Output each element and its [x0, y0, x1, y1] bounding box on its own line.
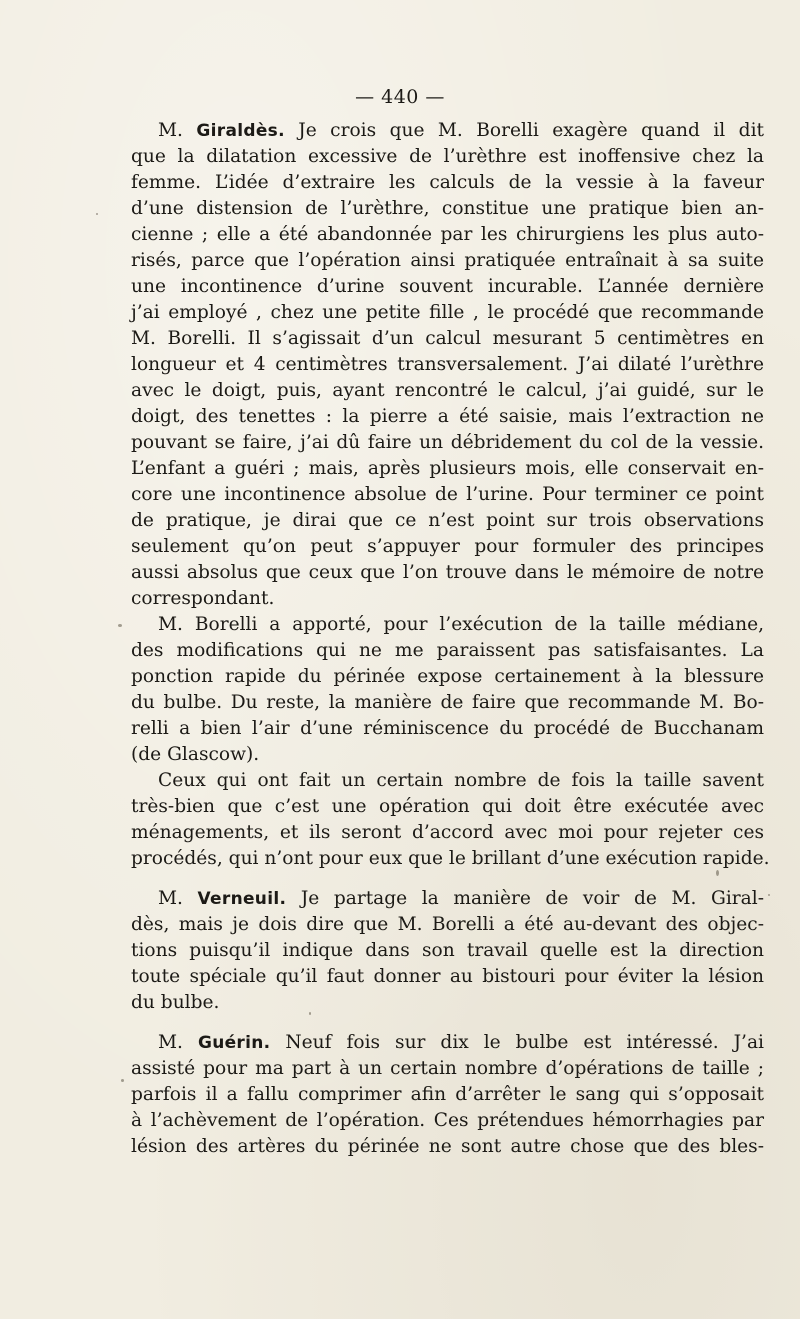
text-line: M. Borelli. Il s’agissait d’un calcul mesurant 5 centimètres en	[131, 328, 764, 349]
text-line: que la dilatation excessive de l’urèthre est inoffensive chez la	[131, 146, 764, 167]
speaker-name: Verneuil.	[197, 889, 287, 909]
text-line	[131, 886, 764, 912]
statement-verneuil	[131, 886, 764, 1016]
line-text: Neuf fois sur dix le bulbe est intéressé. J’ai	[285, 1032, 764, 1053]
text-line: lésion des artères du périnée ne sont autre chose que des bles-	[131, 1136, 764, 1157]
text-line: avec le doigt, puis, ayant rencontré le calcul, j’ai guidé, sur le	[131, 380, 764, 401]
text-line: femme. L’idée d’extraire les calculs de la vessie à la faveur	[131, 172, 764, 193]
text-line	[131, 118, 764, 144]
text-line: correspondant.	[131, 588, 275, 609]
speaker-prefix: M.	[158, 120, 183, 141]
text-line: une incontinence d’urine souvent incurable. L’année dernière	[131, 276, 764, 297]
text-line: ponction rapide du périnée expose certainement à la blessure	[131, 666, 764, 687]
text-line: j’ai employé , chez une petite fille , le procédé que recommande	[131, 302, 764, 323]
speaker-prefix: M.	[158, 1032, 183, 1053]
page-number: — 440 —	[355, 86, 445, 108]
scan-speck	[121, 1079, 124, 1082]
section-gap	[131, 872, 764, 886]
text-line: procédés, qui n’ont pour eux que le brillant d’une exécution rapide.	[131, 848, 770, 869]
text-line: d’une distension de l’urèthre, constitue une pratique bien an-	[131, 198, 764, 219]
text-line: (de Glascow).	[131, 744, 260, 765]
text-line: très-bien que c’est une opération qui doit être exécutée avec	[131, 796, 764, 817]
scan-speck	[96, 213, 98, 215]
text-line: de pratique, je dirai que ce n’est point sur trois observations	[131, 510, 764, 531]
speaker-name: Guérin.	[197, 1033, 271, 1053]
text-line: ménagements, et ils seront d’accord avec moi pour rejeter ces	[131, 822, 764, 843]
text-line: seulement qu’on peut s’appuyer pour formuler des principes	[131, 536, 764, 557]
text-line: Ceux qui ont fait un certain nombre de fois la taille savent	[158, 770, 764, 791]
text-line: risés, parce que l’opération ainsi pratiquée entraînait à sa suite	[131, 250, 764, 271]
text-line: du bulbe. Du reste, la manière de faire que recommande M. Bo-	[131, 692, 764, 713]
text-line: toute spéciale qu’il faut donner au bistouri pour éviter la lésion	[131, 966, 764, 987]
text-line: M. Borelli a apporté, pour l’exécution de la taille médiane,	[158, 614, 764, 635]
line-text: Je crois que M. Borelli exagère quand il dit	[298, 120, 764, 141]
statement-giraldes	[131, 118, 770, 872]
scan-speck	[118, 624, 122, 627]
line-text: Je partage la manière de voir de M. Giral-	[300, 888, 764, 909]
text-line: dès, mais je dois dire que M. Borelli a été au-devant des objec-	[131, 914, 764, 935]
text-line: parfois il a fallu comprimer afin d’arrêter le sang qui s’opposait	[131, 1084, 764, 1105]
text-line: relli a bien l’air d’une réminiscence du procédé de Bucchanam	[131, 718, 764, 739]
text-line: tions puisqu’il indique dans son travail quelle est la direction	[131, 940, 764, 961]
text-line: des modifications qui ne me paraissent pas satisfaisantes. La	[131, 640, 764, 661]
text-line: longueur et 4 centimètres transversalement. J’ai dilaté l’urèthre	[131, 354, 764, 375]
statement-guerin	[131, 1030, 764, 1160]
text-line: du bulbe.	[131, 992, 220, 1013]
scan-speck	[716, 870, 719, 876]
text-line: assisté pour ma part à un certain nombre d’opérations de taille ;	[131, 1058, 764, 1079]
page-body	[131, 118, 770, 1160]
text-line: pouvant se faire, j’ai dû faire un débridement du col de la vessie.	[131, 432, 764, 453]
section-gap	[131, 1016, 764, 1030]
text-line: doigt, des tenettes : la pierre a été saisie, mais l’extraction ne	[131, 406, 764, 427]
text-line: core une incontinence absolue de l’urine. Pour terminer ce point	[131, 484, 764, 505]
scan-speck	[768, 894, 770, 896]
text-line: aussi absolus que ceux que l’on trouve dans le mémoire de notre	[131, 562, 764, 583]
text-line	[131, 1030, 764, 1056]
text-line: à l’achèvement de l’opération. Ces prétendues hémorrhagies par	[131, 1110, 764, 1131]
speaker-name: Giraldès.	[196, 121, 285, 141]
text-line: cienne ; elle a été abandonnée par les chirurgiens les plus auto-	[131, 224, 764, 245]
text-line: L’enfant a guéri ; mais, après plusieurs mois, elle conservait en-	[131, 458, 764, 479]
scan-speck	[309, 1012, 311, 1015]
speaker-prefix: M.	[158, 888, 183, 909]
